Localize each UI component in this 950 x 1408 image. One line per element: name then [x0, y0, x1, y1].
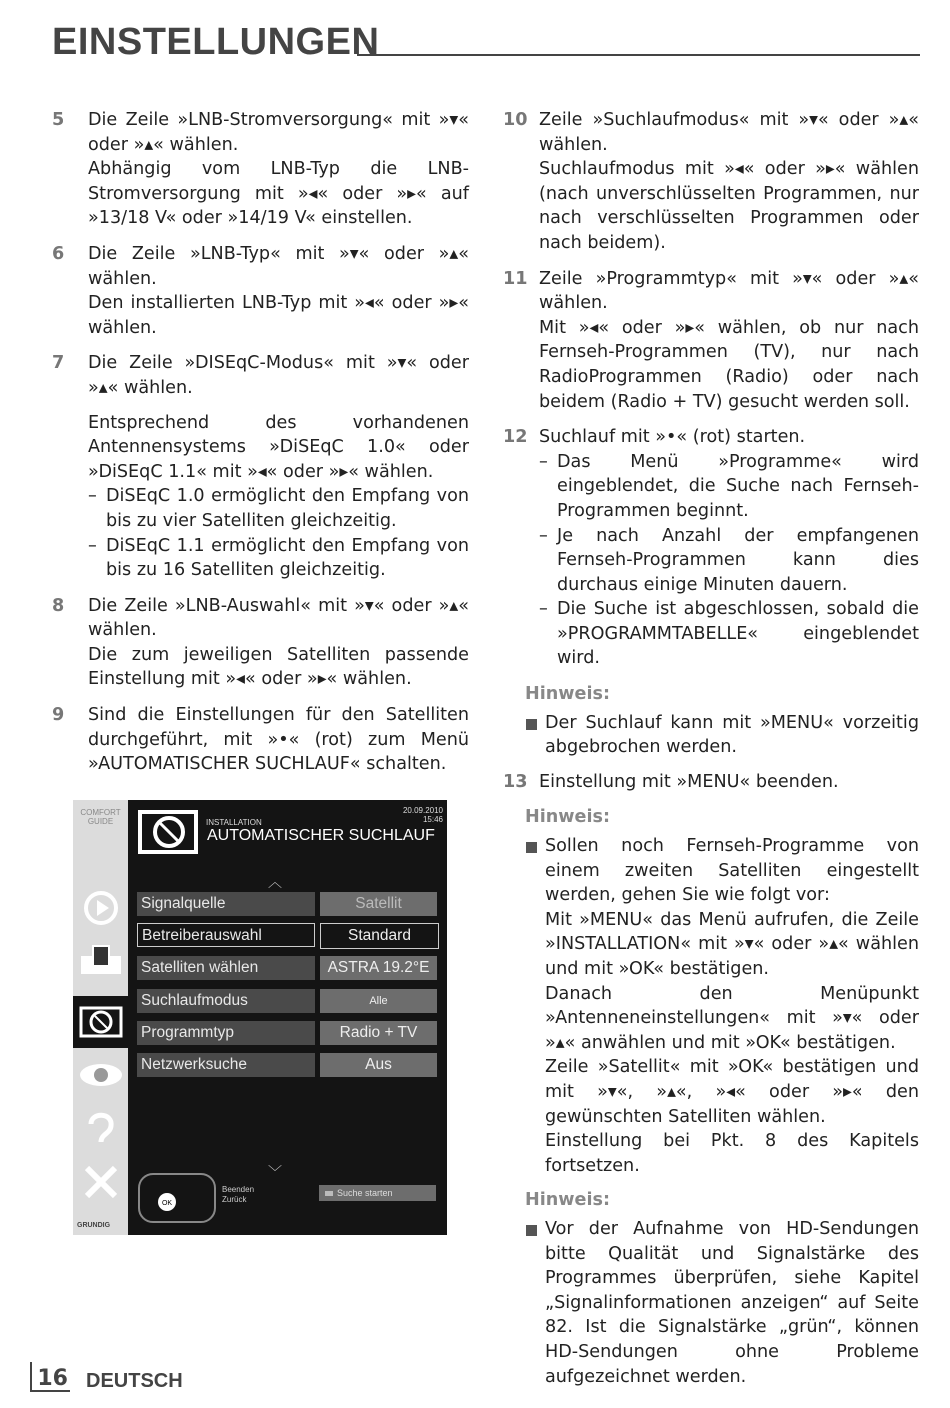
step-text: Die Zeile »LNB-Stromversorgung« mit »▾« oder »▴« wählen. [88, 110, 469, 155]
menu-row-signalquelle[interactable] [137, 892, 437, 916]
start-search-label: Suche starten [337, 1188, 393, 1198]
step-text: Einstellung mit »MENU« beenden. [539, 771, 839, 792]
right-column [503, 108, 919, 1399]
menu-row-programmtyp[interactable] [137, 1021, 437, 1045]
menu-row-suchlaufmodus[interactable] [137, 989, 437, 1013]
step-8 [52, 594, 469, 692]
row-value: Aus [320, 1053, 437, 1077]
step-12 [503, 425, 919, 671]
menu-row-netzwerksuche[interactable] [137, 1053, 437, 1077]
row-value: Radio + TV [320, 1021, 437, 1045]
note-heading: Hinweis: [525, 1190, 611, 1211]
ear-icon [83, 1108, 119, 1148]
row-label: Netzwerksuche [137, 1053, 315, 1077]
installation-icon [79, 1004, 123, 1040]
bullet-square-icon [526, 1225, 537, 1236]
note-bullet [503, 711, 919, 760]
step-number: 8 [52, 595, 65, 616]
step-number: 5 [52, 110, 65, 130]
row-value: Alle [320, 989, 437, 1013]
dash-item: – Je nach Anzahl der empfangenen Fernseh-Programmen kann dies durchaus einige Minuten dauern. [539, 524, 919, 598]
note-text: Einstellung bei Pkt. 8 des Kapitels fortsetzen. [545, 1131, 919, 1176]
dash-item: – Die Suche ist abgeschlossen, sobald die »PROGRAMMTABELLE« eingeblendet wird. [539, 597, 919, 671]
row-value: Standard [320, 923, 439, 949]
scroll-up-icon: ︿ [268, 874, 282, 890]
note-text: Der Suchlauf kann mit »MENU« vorzeitig abgebrochen werden. [545, 712, 919, 758]
row-value: ASTRA 19.2°E [320, 956, 437, 980]
step-10 [503, 108, 919, 256]
step-text: Die Zeile »DISEqC-Modus« mit »▾« oder »▴« wählen. [88, 353, 469, 398]
step-5 [52, 108, 469, 231]
row-label: Signalquelle [137, 892, 315, 916]
note-bullet [503, 834, 919, 1178]
menu-row-betreiberauswahl[interactable] [137, 923, 437, 947]
note-heading: Hinweis: [525, 684, 611, 705]
note-text: Danach den Menüpunkt »Antenneneinstellungen« mit »▾« oder »▴« anwählen und mit »OK« bestätigen. [545, 983, 919, 1053]
legend-end: Beenden [222, 1185, 255, 1194]
ok-label: OK [161, 1200, 173, 1207]
step-text: Den installierten LNB-Typ mit »◂« oder »▸« wählen. [88, 293, 469, 338]
note-text: Mit »MENU« das Menü aufrufen, die Zeile »INSTALLATION« mit »▾« oder »▴« wählen und mit »OK« bestätigen. [545, 909, 919, 979]
row-label: Satelliten wählen [137, 956, 315, 980]
picture-icon [79, 944, 123, 978]
row-label: Programmtyp [137, 1021, 315, 1045]
legend-back: Zurück [222, 1195, 247, 1204]
tools-icon [81, 1162, 121, 1202]
note-text: Vor der Aufnahme von HD-Sendungen bitte Qualität und Signalstärke des Programmes überprüfen, siehe Kapitel „Signalinformationen anzeigen“ auf Seite 82. Ist die Signalstärke „grün“, können HD-Sendungen ohne Probleme aufgezeichnet werden. [545, 1218, 919, 1387]
note-text: Zeile »Satellit« mit »OK« bestätigen und mit »▾«, »▴«, »◂« oder »▸« den gewünschten Satelliten wählen. [545, 1057, 919, 1127]
date-time [403, 806, 443, 824]
navigation-pad-icon [137, 1172, 217, 1224]
installation-header-icon [137, 806, 201, 858]
start-search-button[interactable] [319, 1185, 436, 1201]
step-text: Sind die Einstellungen für den Satelliten durchgeführt, mit »•« (rot) zum Menü »AUTOMATISCHER SUCHLAUF« schalten. [88, 705, 469, 775]
step-text: Suchlauf mit »•« (rot) starten. [539, 427, 806, 448]
tv-menu-screenshot [73, 800, 447, 1235]
date: 20.09.2010 [402, 806, 443, 815]
step-number: 7 [52, 353, 65, 374]
comfort-guide-label: COMFORT GUIDE [80, 808, 121, 826]
page-title: EINSTELLUNGEN [52, 21, 380, 63]
menu-row-satelliten-waehlen[interactable] [137, 956, 437, 980]
step-number: 13 [503, 771, 528, 792]
step-13 [503, 770, 919, 795]
step-text: Die zum jeweiligen Satelliten passende Einstellung mit »◂« oder »▸« wählen. [88, 644, 469, 690]
menu-title: AUTOMATISCHER SUCHLAUF [207, 827, 435, 844]
dash-item: – DiSEqC 1.0 ermöglicht den Empfang von bis zu vier Satelliten gleichzeitig. [88, 484, 469, 533]
menu-section: INSTALLATION [206, 818, 262, 827]
dash-item: – DiSEqC 1.1 ermöglicht den Empfang von bis zu 16 Satelliten gleichzeitig. [88, 534, 469, 583]
brand-logo: GRUNDIG [77, 1222, 111, 1229]
page-number: 16 [30, 1362, 70, 1392]
header-rule [357, 54, 920, 56]
step-text: Zeile »Suchlaufmodus« mit »▾« oder »▴« wählen. [539, 110, 919, 155]
note-bullet [503, 1217, 919, 1389]
step-text: Mit »◂« oder »▸« wählen, ob nur nach Fernseh-Programmen (TV), nur nach RadioProgrammen (Radio) oder nach beidem (Radio + TV) gesucht werden soll. [539, 317, 919, 412]
step-7 [52, 351, 469, 582]
step-number: 6 [52, 243, 65, 264]
scroll-down-icon: ﹀ [268, 1164, 282, 1180]
red-button-icon [325, 1191, 333, 1196]
left-column [52, 108, 469, 788]
step-text: Abhängig vom LNB-Typ die LNB-Stromversorgung mit »◂« oder »▸« auf »13/18 V« oder »14/19 V« einstellen. [88, 159, 469, 229]
step-number: 9 [52, 705, 65, 726]
footer-language: DEUTSCH [86, 1370, 183, 1392]
step-text: Die Zeile »LNB-Typ« mit »▾« oder »▴« wählen. [88, 243, 469, 289]
bullet-square-icon [526, 842, 537, 853]
step-text: Zeile »Programmtyp« mit »▾« oder »▴« wählen. [539, 268, 919, 314]
bullet-square-icon [526, 719, 537, 730]
active-menu-tab[interactable] [73, 996, 128, 1048]
note-heading: Hinweis: [525, 807, 611, 828]
dash-item: – Das Menü »Programme« wird eingeblendet, die Suche nach Fernseh-Programmen beginnt. [539, 450, 919, 524]
step-11 [503, 267, 919, 415]
eye-icon [77, 1058, 125, 1092]
note-text: Sollen noch Fernseh-Programme von einem zweiten Satelliten eingestellt werden, gehen Sie wie folgt vor: [545, 836, 919, 906]
time: 15:46 [422, 815, 443, 824]
step-6 [52, 242, 469, 340]
step-text: Entsprechend des vorhandenen Antennensystems »DiSEqC 1.0« oder »DiSEqC 1.1« mit »◂« oder »▸« wählen. [88, 412, 469, 482]
source-icon [83, 890, 119, 926]
page-header [52, 22, 920, 62]
menu-sidebar [73, 800, 128, 1235]
step-text: Die Zeile »LNB-Auswahl« mit »▾« oder »▴« wählen. [88, 595, 469, 641]
step-9 [52, 703, 469, 777]
step-number: 10 [503, 110, 528, 130]
row-label: Suchlaufmodus [137, 989, 315, 1013]
step-number: 11 [503, 268, 528, 289]
step-number: 12 [503, 427, 528, 448]
step-text: Suchlaufmodus mit »◂« oder »▸« wählen (nach unverschlüsselten Programmen, nur nach verschlüsselten Programmen oder nach beidem). [539, 159, 919, 253]
row-value: Satellit [320, 892, 437, 916]
navigation-legend [222, 1185, 254, 1205]
row-label: Betreiberauswahl [137, 923, 315, 947]
